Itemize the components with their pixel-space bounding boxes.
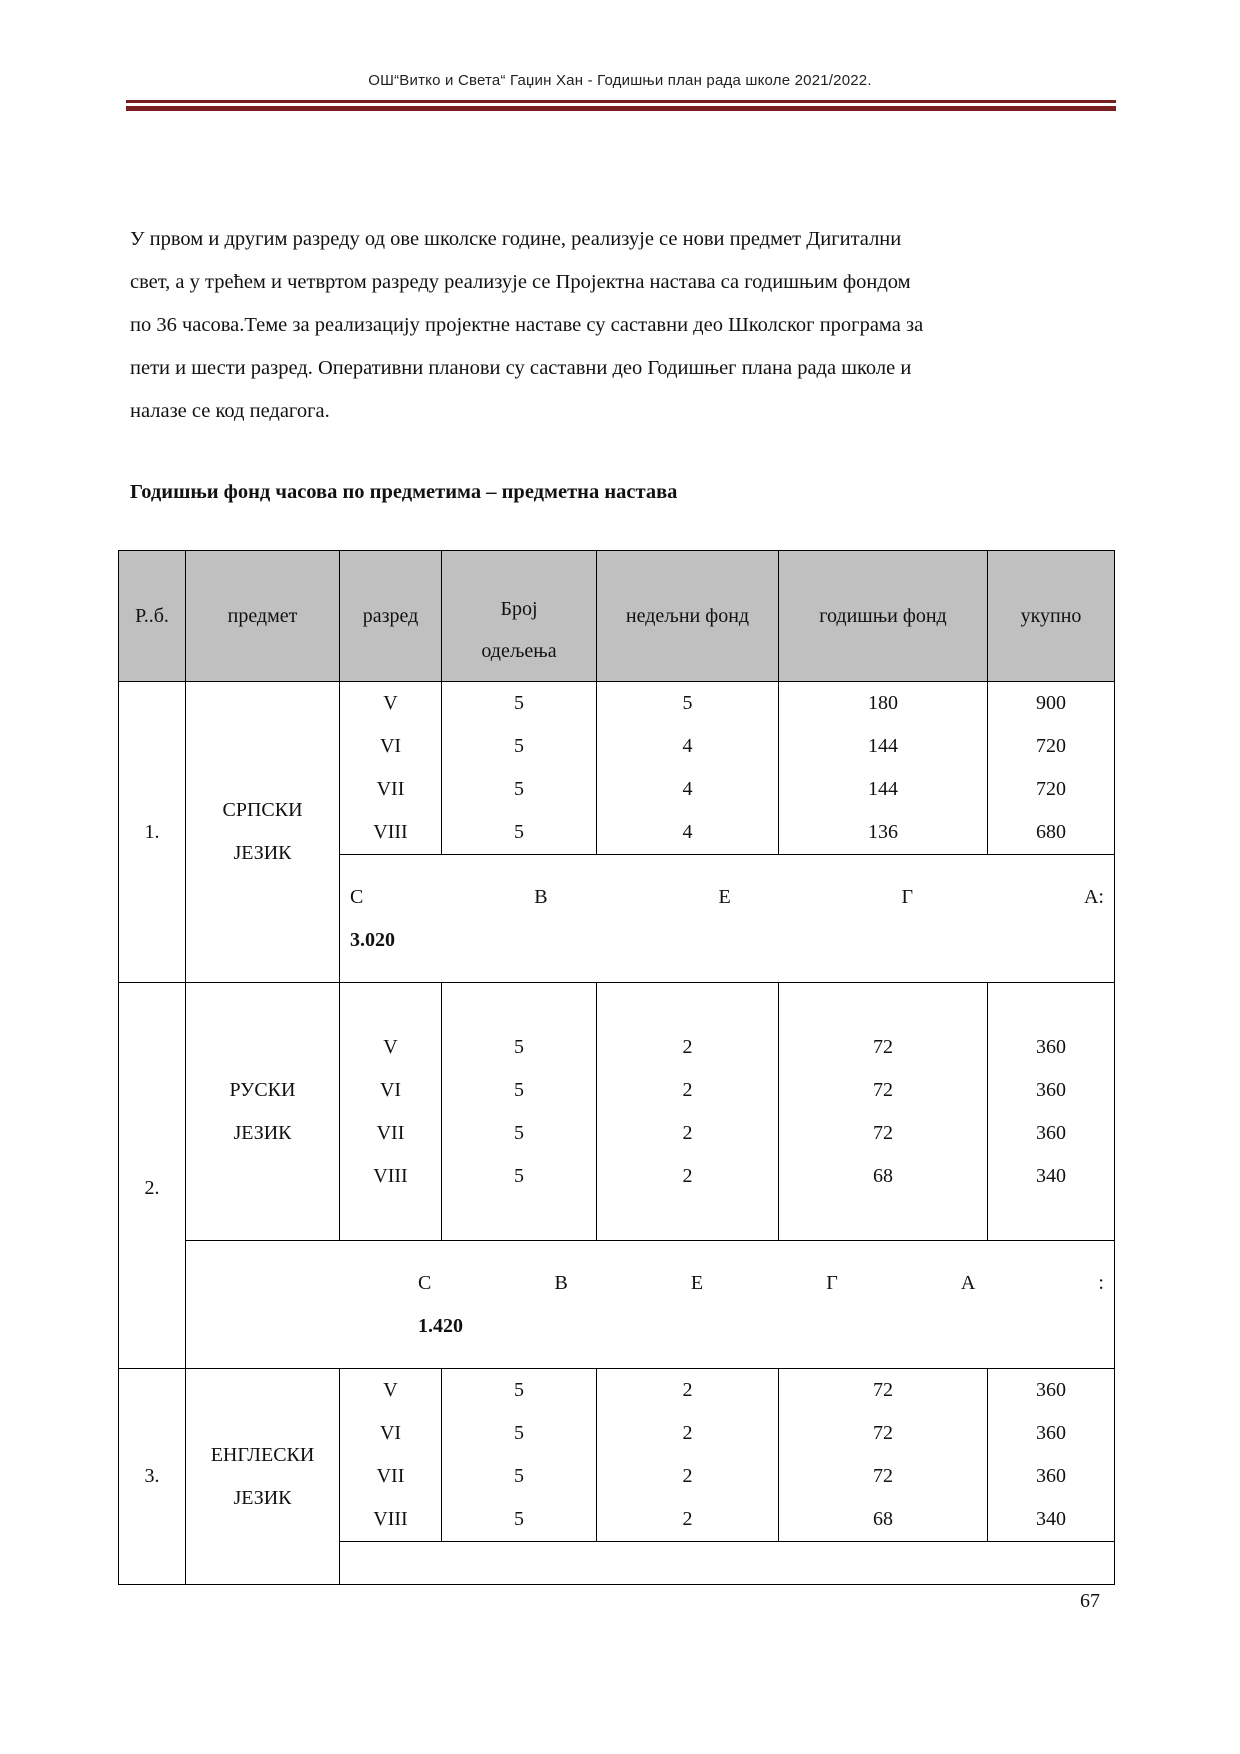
page-number: 67 — [1080, 1590, 1100, 1612]
value: 2 — [682, 1422, 693, 1444]
subject-line: ЈЕЗИК — [233, 1486, 292, 1509]
divisions-cell — [442, 1369, 597, 1542]
total-cell — [988, 682, 1115, 855]
value: VI — [379, 1078, 402, 1101]
col-header-yearly: годишњи фонд — [779, 551, 988, 682]
header-rule-thick — [126, 106, 1116, 111]
col-header-divisions — [442, 551, 597, 682]
value: 144 — [868, 778, 898, 800]
value: V — [383, 1379, 398, 1401]
value: 360 — [1036, 1422, 1066, 1444]
sum-letter: С — [350, 885, 364, 908]
sum-letter: В — [534, 885, 548, 908]
value: 360 — [1036, 1035, 1066, 1058]
sum-cell — [340, 855, 1115, 983]
intro-line: свет, а у трећем и четвртом разреду реализује се Пројектна настава са годишњим фондом — [130, 271, 911, 293]
subject-line: СРПСКИ — [222, 799, 303, 821]
value: 4 — [682, 821, 693, 843]
col-header-total: укупно — [988, 551, 1115, 682]
value: 2 — [682, 1035, 693, 1058]
value: 5 — [514, 778, 524, 800]
sum-letter: Е — [718, 885, 731, 908]
value: 360 — [1036, 1078, 1066, 1101]
sum-letter: В — [554, 1271, 568, 1294]
row-number: 2. — [119, 983, 186, 1369]
yearly-cell — [779, 983, 988, 1241]
value: 72 — [873, 1035, 893, 1058]
value: 5 — [514, 1121, 524, 1144]
sum-value: 3.020 — [350, 928, 395, 951]
running-header: ОШ“Витко и Света“ Гаџин Хан - Годишњи план рада школе 2021/2022. — [368, 72, 872, 89]
value: 720 — [1036, 735, 1066, 757]
total-cell — [988, 983, 1115, 1241]
subject-name — [186, 1369, 340, 1585]
subject-name — [186, 983, 340, 1241]
subject-hours-table — [118, 550, 1115, 1585]
value: 144 — [868, 735, 898, 757]
value: VII — [376, 1465, 405, 1487]
value: 72 — [873, 1422, 893, 1444]
value: 4 — [682, 735, 693, 757]
sum-cell-empty — [340, 1542, 1115, 1585]
row-number: 3. — [119, 1369, 186, 1585]
value: VIII — [373, 1508, 408, 1530]
value: 5 — [514, 1164, 524, 1187]
col-header-subject: предмет — [186, 551, 340, 682]
value: 900 — [1036, 692, 1066, 714]
weekly-cell — [597, 983, 779, 1241]
value: VII — [376, 1121, 405, 1144]
sum-letter: Г — [901, 885, 914, 908]
yearly-cell — [779, 682, 988, 855]
intro-paragraph — [130, 218, 1110, 433]
subject-line: ЈЕЗИК — [233, 842, 292, 864]
sum-letter: Г — [826, 1271, 838, 1294]
value: 340 — [1036, 1508, 1066, 1530]
value: 72 — [873, 1121, 893, 1144]
col-header-rb: Р..б. — [119, 551, 186, 682]
intro-line: пети и шести разред. Оперативни планови су саставни део Годишњег плана рада школе и — [130, 357, 912, 379]
yearly-cell — [779, 1369, 988, 1542]
value: 72 — [873, 1379, 893, 1401]
subject-line: ЕНГЛЕСКИ — [210, 1443, 315, 1466]
value: VI — [379, 1422, 402, 1444]
section-heading: Годишњи фонд часова по предметима – предметна настава — [130, 481, 678, 503]
value: V — [383, 1035, 398, 1058]
intro-line: У првом и другим разреду од ове школске године, реализује се нови предмет Дигитални — [130, 228, 902, 250]
subject-line: РУСКИ — [229, 1078, 296, 1101]
grade-cell — [340, 1369, 442, 1542]
divisions-cell — [442, 983, 597, 1241]
sum-row — [119, 1241, 1115, 1369]
value: VIII — [373, 821, 408, 843]
table-row — [119, 983, 1115, 1241]
value: 2 — [682, 1465, 693, 1487]
value: 360 — [1036, 1379, 1066, 1401]
value: 5 — [514, 692, 524, 714]
value: 68 — [873, 1164, 893, 1187]
sum-letter: С — [418, 1271, 432, 1294]
sum-letter: : — [1098, 1271, 1104, 1294]
table-row — [119, 682, 1115, 855]
value: 680 — [1036, 821, 1066, 843]
value: VII — [376, 778, 405, 800]
value: 340 — [1036, 1164, 1066, 1187]
value: 5 — [514, 1379, 524, 1401]
value: 2 — [682, 1508, 693, 1530]
value: 2 — [682, 1078, 693, 1101]
value: 360 — [1036, 1121, 1066, 1144]
value: 5 — [514, 821, 524, 843]
sum-cell — [186, 1241, 1115, 1369]
value: 2 — [682, 1164, 693, 1187]
value: 5 — [514, 1465, 524, 1487]
row-number: 1. — [119, 682, 186, 983]
col-header-weekly: недељни фонд — [597, 551, 779, 682]
value: 5 — [514, 735, 524, 757]
value: VIII — [373, 1164, 408, 1187]
grade-cell — [340, 682, 442, 855]
value: 4 — [682, 778, 693, 800]
weekly-cell — [597, 682, 779, 855]
value: 5 — [514, 1078, 524, 1101]
sum-value: 1.420 — [418, 1314, 463, 1337]
value: 72 — [873, 1078, 893, 1101]
intro-line: налазе се код педагога. — [130, 400, 330, 422]
subject-line: ЈЕЗИК — [233, 1121, 292, 1144]
value: 5 — [682, 692, 693, 714]
divisions-cell — [442, 682, 597, 855]
value: 720 — [1036, 778, 1066, 800]
subject-name — [186, 682, 340, 983]
col-header-grade: разред — [340, 551, 442, 682]
divisions-label-2: одељења — [481, 640, 557, 662]
table-header-row — [119, 551, 1115, 682]
value: VI — [379, 735, 402, 757]
header-rule-thin — [126, 100, 1116, 103]
value: 2 — [682, 1379, 693, 1401]
sum-label — [350, 876, 1104, 919]
intro-line: по 36 часова.Теме за реализацију пројектне наставе су саставни део Школског програма за — [130, 314, 924, 336]
sum-label — [418, 1262, 1104, 1305]
sum-letter: А: — [1083, 885, 1104, 908]
value: 5 — [514, 1035, 524, 1058]
table-row — [119, 1369, 1115, 1542]
sum-letter: Е — [690, 1271, 704, 1294]
grade-cell — [340, 983, 442, 1241]
value: 68 — [873, 1508, 893, 1530]
total-cell — [988, 1369, 1115, 1542]
value: 180 — [868, 692, 898, 714]
value: 136 — [868, 821, 898, 843]
value: 360 — [1036, 1465, 1066, 1487]
value: 72 — [873, 1465, 893, 1487]
value: 2 — [682, 1121, 693, 1144]
value: V — [383, 692, 398, 714]
weekly-cell — [597, 1369, 779, 1542]
divisions-label-1: Број — [500, 598, 538, 620]
value: 5 — [514, 1508, 524, 1530]
value: 5 — [514, 1422, 524, 1444]
sum-letter: А — [960, 1271, 976, 1294]
